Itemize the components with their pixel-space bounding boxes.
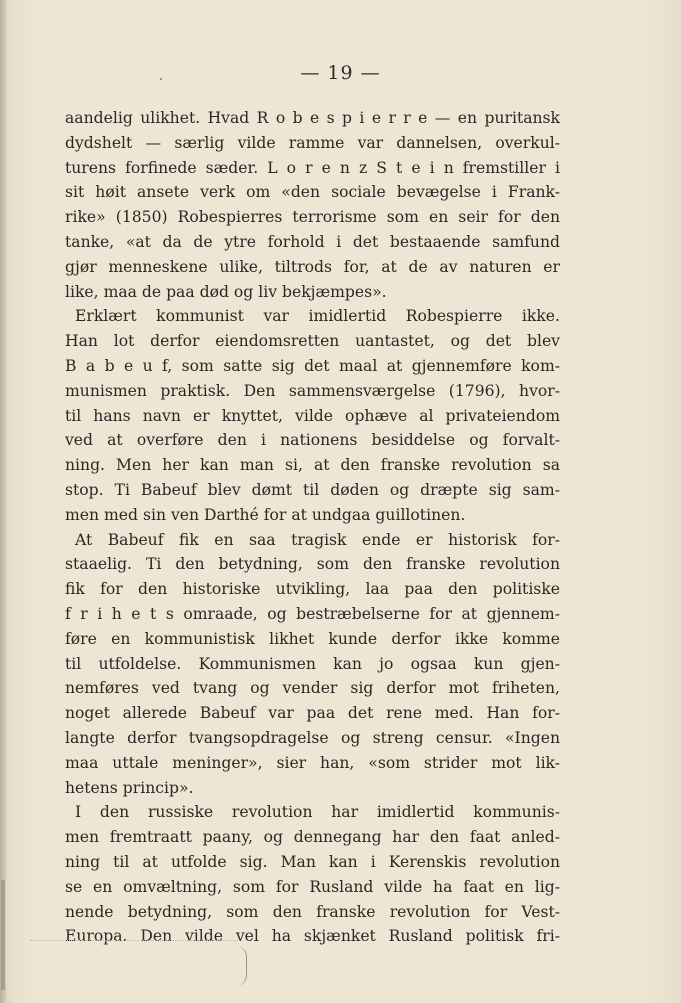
text-line: Han lot derfor eiendomsretten uantastet, og det blev <box>65 332 560 351</box>
text-line: rike» (1850) Robespierres terrorisme som en seir for den <box>65 208 560 227</box>
text-line: ved at overføre den i nationens besiddelse og forvalt- <box>65 431 560 450</box>
text-line: ning til at utfolde sig. Man kan i Kerenskis revolution <box>65 852 560 871</box>
text-line: staaelig. Ti den betydning, som den franske revolution <box>65 555 560 574</box>
text-line: noget allerede Babeuf var paa det rene med. Han for- <box>65 704 560 723</box>
text-line: At Babeuf fik en saa tragisk ende er historisk for- <box>75 530 560 549</box>
text-line: dydshelt — særlig vilde ramme var dannelsen, overkul- <box>65 133 560 152</box>
text-line: nemføres ved tvang og vender sig derfor mot friheten, <box>65 679 560 698</box>
page-number: — 19 — <box>300 62 381 84</box>
text-line: I den russiske revolution har imidlertid kommunis- <box>75 803 560 822</box>
text-line: aandelig ulikhet. Hvad R o b e s p i e r r e — en puritansk <box>65 109 560 127</box>
body-text <box>65 106 560 949</box>
text-line: hetens princip». <box>65 778 194 797</box>
text-line: men fremtraatt paany, og dennegang har den faat anled- <box>65 828 560 847</box>
text-line: ning. Men her kan man si, at den franske revolution sa <box>65 456 560 475</box>
binding-edge <box>0 0 6 1003</box>
text-line: føre en kommunistisk likhet kunde derfor ikke komme <box>65 629 560 648</box>
text-line: Europa. Den vilde vel ha skjænket Rusland politisk fri- <box>65 927 560 946</box>
text-line: men med sin ven Darthé for at undgaa guillotinen. <box>65 505 466 524</box>
text-line: til hans navn er knyttet, vilde ophæve al privateiendom <box>65 406 560 425</box>
text-line: til utfoldelse. Kommunismen kan jo ogsaa kun gjen- <box>65 654 560 673</box>
text-line: turens forfinede sæder. L o r e n z S t e i n fremstiller i <box>65 158 560 177</box>
page-edge-shadow <box>30 940 240 941</box>
text-line: se en omvæltning, som for Rusland vilde ha faat en lig- <box>65 877 560 896</box>
text-line: fik for den historiske utvikling, laa paa den politiske <box>65 580 560 599</box>
text-line: munismen praktisk. Den sammensværgelse (1796), hvor- <box>65 381 560 400</box>
page-corner-mark <box>236 946 247 986</box>
text-line: stop. Ti Babeuf blev dømt til døden og dræpte sig sam- <box>65 480 560 499</box>
text-line: B a b e u f, som satte sig det maal at gjennemføre kom- <box>65 356 560 375</box>
text-line: like, maa de paa død og liv bekjæmpes». <box>65 282 387 301</box>
text-line: Erklært kommunist var imidlertid Robespierre ikke. <box>75 307 560 326</box>
text-line: f r i h e t s omraade, og bestræbelserne for at gjennem- <box>65 604 560 623</box>
text-line: sit høit ansete verk om «den sociale bevægelse i Frank- <box>65 183 560 202</box>
text-line: gjør menneskene ulike, tiltrods for, at de av naturen er <box>65 257 560 276</box>
text-line: langte derfor tvangsopdragelse og streng censur. «Ingen <box>65 728 560 747</box>
text-line: tanke, «at da de ytre forhold i det bestaaende samfund <box>65 232 560 251</box>
text-line: maa uttale meninger», sier han, «som strider mot lik- <box>65 753 560 772</box>
text-line: nende betydning, som den franske revolution for Vest- <box>65 902 560 921</box>
